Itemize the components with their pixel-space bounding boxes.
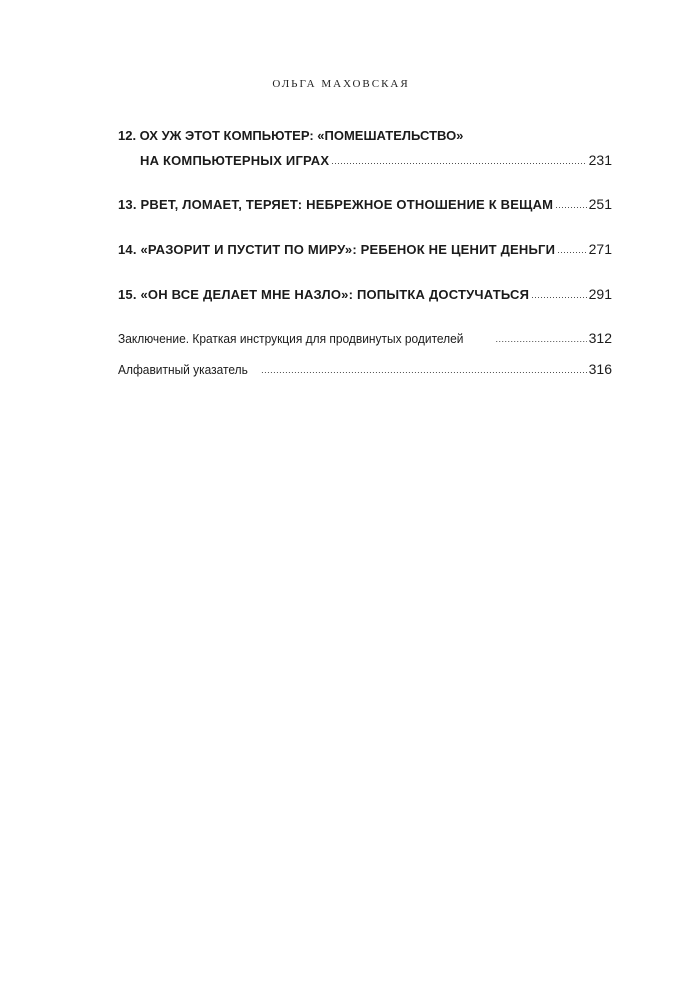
toc-entry-title: 15. «ОН ВСЕ ДЕЛАЕТ МНЕ НАЗЛО»: ПОПЫТКА ДОСТУЧАТЬСЯ	[118, 287, 530, 302]
toc-page-number: 312	[588, 330, 612, 346]
running-head: ОЛЬГА МАХОВСКАЯ	[272, 78, 410, 90]
dot-leader	[261, 362, 587, 378]
dot-leader	[557, 242, 586, 258]
toc-page-number: 251	[588, 196, 612, 212]
toc-page-number: 231	[588, 152, 612, 168]
toc-entry-15[interactable]	[118, 286, 612, 304]
dot-leader	[331, 153, 586, 169]
dot-leader	[531, 287, 586, 303]
toc-page-number: 316	[588, 361, 612, 377]
toc-entry-title: Алфавитный указатель	[118, 362, 248, 377]
toc-entry-14[interactable]	[118, 241, 612, 259]
toc-entry-title: 14. «РАЗОРИТ И ПУСТИТ ПО МИРУ»: РЕБЕНОК НЕ ЦЕНИТ ДЕНЬГИ	[118, 242, 556, 257]
toc-entry-conclusion[interactable]	[118, 330, 612, 348]
dot-leader	[496, 331, 587, 347]
toc-entry-title: Заключение. Краткая инструкция для продвинутых родителей	[118, 331, 464, 346]
toc-entry-13[interactable]	[118, 196, 612, 214]
toc-entry-title-line1: 12. ОХ УЖ ЭТОТ КОМПЬЮТЕР: «ПОМЕШАТЕЛЬСТВО»	[118, 128, 464, 143]
dot-leader	[555, 197, 586, 213]
toc-entry-title: 13. РВЕТ, ЛОМАЕТ, ТЕРЯЕТ: НЕБРЕЖНОЕ ОТНОШЕНИЕ К ВЕЩАМ	[118, 197, 554, 212]
toc-page-number: 291	[588, 286, 612, 302]
toc-entry-index[interactable]	[118, 361, 612, 379]
toc-entry-title-line2: НА КОМПЬЮТЕРНЫХ ИГРАХ	[140, 153, 330, 168]
toc-page-number: 271	[588, 241, 612, 257]
toc-entry-12[interactable]	[118, 128, 612, 170]
